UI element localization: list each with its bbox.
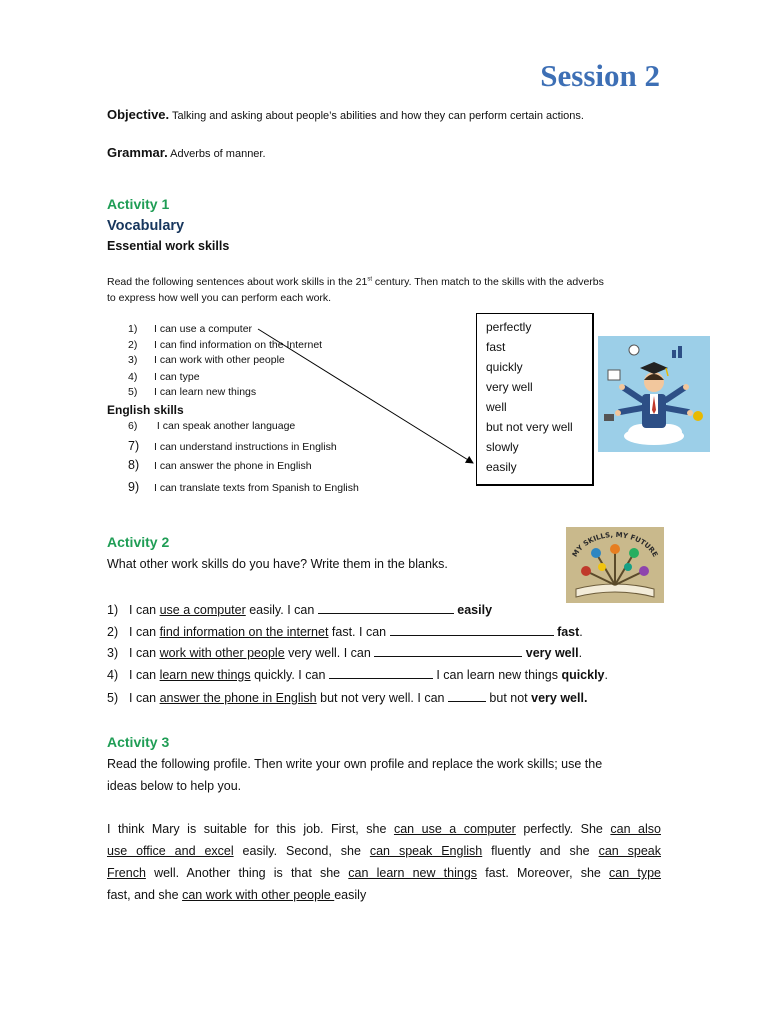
answer-blank[interactable] [318,601,454,614]
profile-line-3: French well. Another thing is that she can learn new things fast. Moreover, she can type [107,866,661,880]
objective-label: Objective. [107,107,170,122]
profile-line-2: use office and excel easily. Second, she can speak English fluently and she can speak [107,844,661,858]
session-title: Session 2 [540,58,660,93]
work-skill-item: 2) I can find information on the Internet [128,339,323,351]
adverb-item: quickly [486,360,523,374]
answer-blank[interactable] [448,689,486,702]
adverb-item: very well [486,380,533,394]
english-skills-heading: English skills [107,403,184,417]
adverbs-box [476,313,594,486]
activity1-instructions-line1: Read the following sentences about work skills in the 21st century. Then match to the skills with the adverbs [107,276,604,288]
grammar-text: Adverbs of manner. [170,148,266,160]
activity2-item-3: 3) I can work with other people very well. I can very well. [107,646,583,660]
vocabulary-heading: Vocabulary [107,218,185,234]
adverb-item: but not very well [486,420,573,434]
adverb-item: well [486,400,507,414]
objective-text: Talking and asking about people’s abilities and how they can perform certain actions. [172,110,584,122]
activity1-instructions-line2: to express how well you can perform each work. [107,292,332,304]
my-skills-my-future-image [566,527,664,603]
answer-blank[interactable] [390,623,554,636]
profile-line-4: fast, and she can work with other people easily [107,888,367,902]
work-skill-item: 3) I can work with other people [128,354,285,366]
activity3-instructions-line2: ideas below to help you. [107,779,242,793]
adverb-item: slowly [486,440,519,454]
activity2-title: Activity 2 [107,534,170,550]
multitasking-worker-illustration [598,336,710,452]
answer-blank[interactable] [374,644,522,657]
activity3-title: Activity 3 [107,734,170,750]
activity2-item-1: 1) I can use a computer easily. I can easily [107,603,493,617]
adverb-item: fast [486,340,506,354]
badge-text: MY SKILLS, MY FUTURE [570,530,660,559]
profile-line-1: I think Mary is suitable for this job. First, she can use a computer perfectly. She can also [107,822,661,836]
activity3-instructions-line1: Read the following profile. Then write your own profile and replace the work skills; use the [107,757,603,771]
essential-skills-heading: Essential work skills [107,239,230,253]
english-skill-item: 9) I can translate texts from Spanish to English [128,480,359,494]
adverb-item: easily [486,460,517,474]
english-skill-item: 6) I can speak another language [128,420,296,432]
activity1-title: Activity 1 [107,196,170,212]
activity2-prompt: What other work skills do you have? Write them in the blanks. [107,557,448,571]
grammar-label: Grammar. [107,145,168,160]
answer-blank[interactable] [329,666,433,679]
english-skill-item: 8) I can answer the phone in English [128,458,312,472]
adverb-item: perfectly [486,320,532,334]
work-skill-item: 1) I can use a computer [128,323,253,335]
activity2-item-5: 5) I can answer the phone in English but not very well. I can but not very well. [107,691,588,705]
work-skill-item: 4) I can type [128,371,200,383]
work-skill-item: 5) I can learn new things [128,386,257,398]
activity2-item-2: 2) I can find information on the internet fast. I can fast. [107,625,583,639]
activity2-item-4: 4) I can learn new things quickly. I can I can learn new things quickly. [107,668,608,682]
english-skill-item: 7) I can understand instructions in English [128,439,337,453]
